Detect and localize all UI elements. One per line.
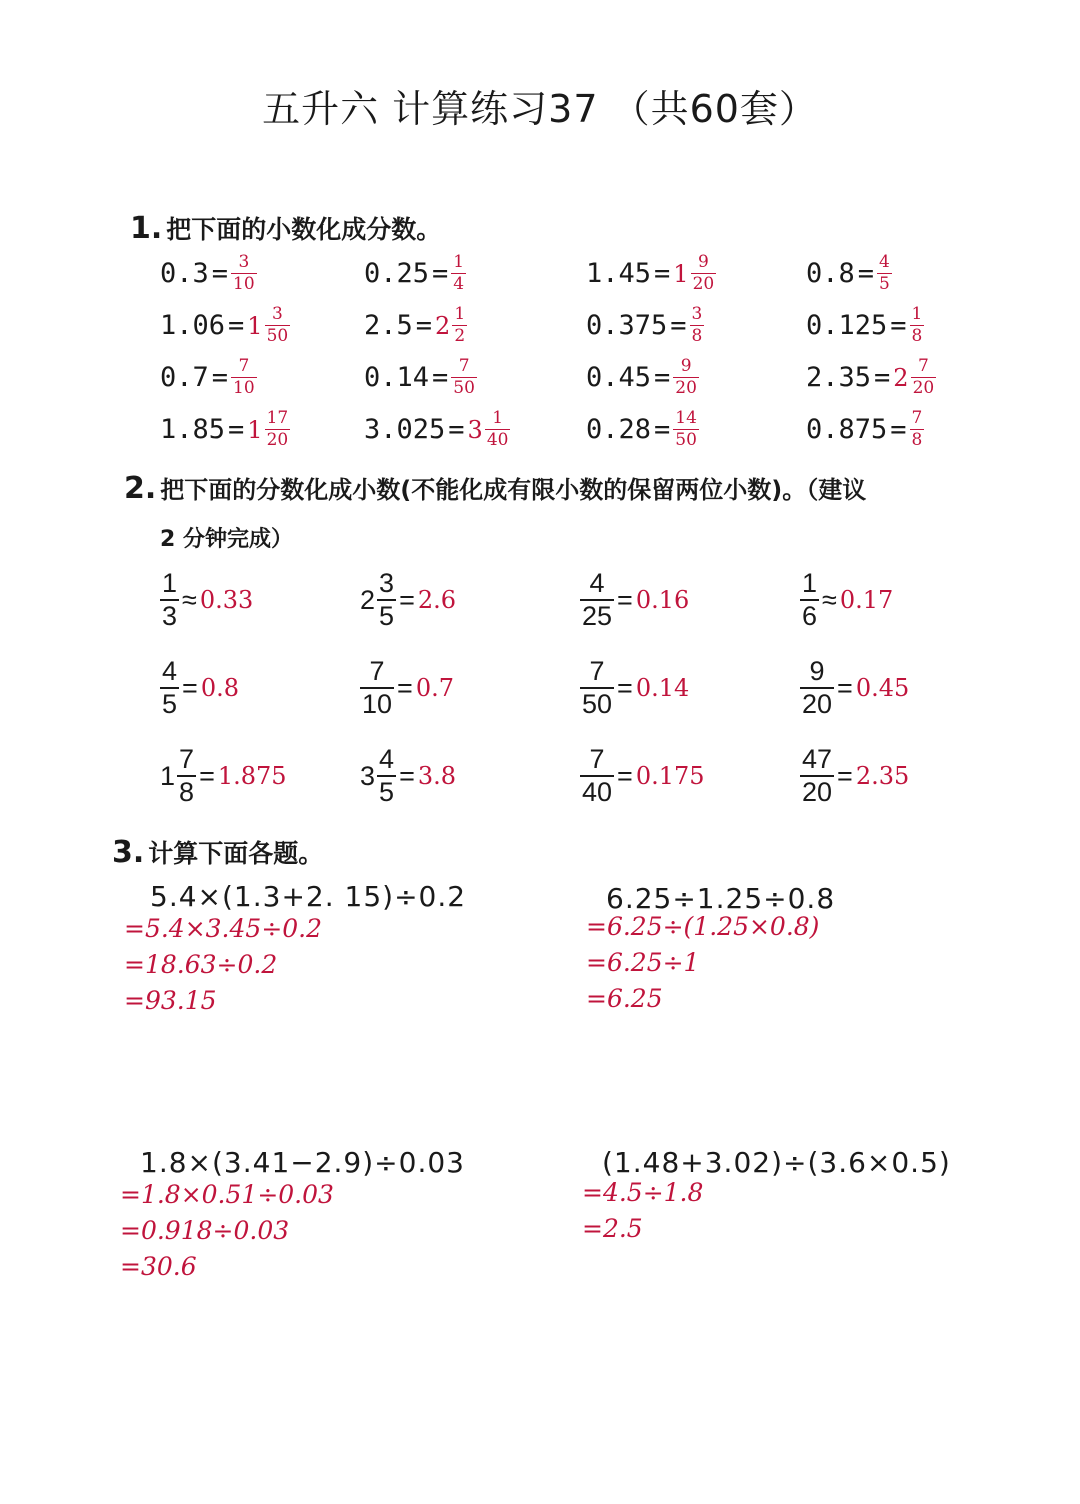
- fraction: [231, 254, 257, 293]
- numerator: 7: [917, 356, 929, 376]
- numerator: 7: [238, 356, 250, 376]
- equals-sign: =: [890, 310, 907, 341]
- question-value: 0.3: [160, 258, 209, 289]
- numerator: 1: [453, 252, 465, 272]
- question-value: 0.375: [586, 310, 668, 341]
- denominator: 50: [675, 430, 697, 450]
- equals-sign: =: [228, 310, 245, 341]
- decimal-to-fraction-item: [806, 254, 892, 293]
- numerator: 47: [802, 744, 833, 774]
- numerator: 3: [238, 252, 250, 272]
- denominator: 10: [362, 689, 393, 719]
- section-3-number: 3.: [112, 835, 145, 870]
- equals-sign: =: [432, 362, 449, 393]
- numerator: 1: [802, 568, 818, 598]
- fraction-to-decimal-item: [580, 570, 689, 630]
- answer-decimal: 0.33: [199, 586, 254, 614]
- solution-step: =6.25÷1: [586, 948, 700, 977]
- decimal-to-fraction-item: [160, 306, 290, 345]
- numerator: 4: [589, 568, 605, 598]
- section-2-heading: [124, 470, 866, 506]
- answer-fraction: [247, 410, 290, 449]
- fraction: [800, 658, 834, 718]
- equals-sign: =: [654, 414, 671, 445]
- equals-sign: =: [857, 258, 875, 289]
- problem-expression: 6.25÷1.25÷0.8: [606, 882, 836, 915]
- numerator: 9: [809, 656, 825, 686]
- answer-fraction: [673, 254, 716, 293]
- page-title: 五升六 计算练习37 （共60套）: [262, 87, 818, 131]
- answer-fraction: [435, 306, 467, 345]
- question-value: 0.8: [806, 258, 855, 289]
- answer-decimal: 0.16: [635, 586, 690, 614]
- denominator: 8: [179, 777, 195, 807]
- denominator: 50: [266, 326, 289, 346]
- section-3-title: 计算下面各题。: [148, 839, 324, 868]
- answer-decimal: 0.14: [635, 674, 690, 702]
- fraction: [690, 306, 705, 345]
- answer-whole: 2: [435, 311, 451, 340]
- denominator: 3: [162, 601, 178, 631]
- numerator: 3: [379, 568, 395, 598]
- denominator: 50: [582, 689, 613, 719]
- question-value: 0.14: [364, 362, 430, 393]
- denominator: 50: [453, 378, 475, 398]
- solution-step: =5.4×3.45÷0.2: [124, 914, 323, 943]
- question-value: 1.45: [586, 258, 652, 289]
- numerator: 7: [369, 656, 385, 686]
- problem-expression: 1.8×(3.41−2.9)÷0.03: [140, 1146, 465, 1179]
- relation-sign: =: [837, 672, 853, 703]
- solution-step: =2.5: [582, 1214, 643, 1243]
- answer-fraction: [451, 254, 466, 293]
- fraction: [877, 254, 892, 293]
- question-value: 2.35: [806, 362, 872, 393]
- relation-sign: =: [617, 760, 633, 791]
- answer-decimal: 0.45: [855, 674, 910, 702]
- section-2-number: 2.: [124, 471, 157, 506]
- denominator: 40: [486, 430, 509, 450]
- relation-sign: =: [617, 584, 633, 615]
- question-whole: 2: [360, 584, 376, 615]
- fraction: [160, 570, 179, 630]
- question-value: 0.875: [806, 414, 888, 445]
- answer-decimal: 2.35: [855, 762, 910, 790]
- answer-decimal: 3.8: [417, 762, 457, 790]
- numerator: 7: [458, 356, 470, 376]
- answer-decimal: 1.875: [217, 762, 287, 790]
- numerator: 14: [675, 408, 697, 428]
- denominator: 5: [379, 777, 395, 807]
- fraction: [177, 746, 196, 806]
- answer-fraction: [451, 358, 477, 397]
- fraction: [673, 358, 699, 397]
- solution-step: =6.25: [586, 984, 663, 1013]
- solution-step: =1.8×0.51÷0.03: [120, 1180, 334, 1209]
- answer-fraction: [673, 410, 699, 449]
- equals-sign: =: [874, 362, 891, 393]
- relation-sign: ≈: [822, 584, 837, 615]
- fraction: [265, 306, 291, 345]
- denominator: 5: [162, 689, 178, 719]
- answer-decimal: 0.7: [415, 674, 454, 702]
- fraction: [580, 570, 614, 630]
- fraction: [452, 306, 467, 345]
- fraction-to-decimal-item: [580, 746, 705, 806]
- answer-decimal: 0.17: [839, 586, 894, 614]
- denominator: 10: [233, 274, 255, 294]
- fraction-to-decimal-item: [580, 658, 689, 718]
- denominator: 20: [675, 378, 697, 398]
- answer-decimal: 2.6: [417, 586, 457, 614]
- relation-sign: ≈: [182, 584, 197, 615]
- solution-step: =93.15: [124, 986, 217, 1015]
- decimal-to-fraction-item: [364, 358, 477, 397]
- answer-fraction: [893, 358, 936, 397]
- section-3-heading: [112, 834, 323, 870]
- fraction: [910, 410, 925, 449]
- answer-fraction: [910, 410, 925, 449]
- numerator: 4: [879, 252, 890, 272]
- relation-sign: =: [399, 760, 415, 791]
- decimal-to-fraction-item: [806, 358, 936, 397]
- fraction: [360, 658, 394, 718]
- fraction-to-decimal-item: [360, 746, 456, 806]
- question-value: 0.25: [364, 258, 430, 289]
- fraction-to-decimal-item: [160, 570, 253, 630]
- relation-sign: =: [397, 672, 413, 703]
- answer-decimal: 0.8: [200, 674, 239, 702]
- section-2-title: 把下面的分数化成小数(不能化成有限小数的保留两位小数)。（建议: [160, 476, 867, 504]
- answer-fraction: [910, 306, 925, 345]
- decimal-to-fraction-item: [586, 358, 699, 397]
- fraction: [911, 358, 937, 397]
- numerator: 1: [162, 568, 178, 598]
- numerator: 4: [379, 744, 395, 774]
- decimal-to-fraction-item: [364, 254, 466, 293]
- equals-sign: =: [432, 258, 449, 289]
- denominator: 20: [692, 274, 715, 294]
- answer-whole: 2: [893, 363, 909, 392]
- denominator: 20: [802, 689, 833, 719]
- denominator: 25: [582, 601, 613, 631]
- fraction: [910, 306, 925, 345]
- numerator: 3: [271, 304, 283, 324]
- fraction: [485, 410, 511, 449]
- answer-whole: 1: [247, 415, 263, 444]
- fraction-to-decimal-item: [160, 658, 239, 718]
- section-1-number: 1.: [130, 211, 163, 246]
- problem-expression: 5.4×(1.3+2. 15)÷0.2: [150, 880, 467, 913]
- decimal-to-fraction-item: [806, 306, 924, 345]
- numerator: 17: [266, 408, 289, 428]
- numerator: 7: [911, 408, 923, 428]
- equals-sign: =: [654, 258, 671, 289]
- section-1-heading: [130, 210, 441, 246]
- equals-sign: =: [211, 258, 229, 289]
- denominator: 6: [802, 601, 818, 631]
- answer-fraction: [468, 410, 511, 449]
- question-value: 0.7: [160, 362, 209, 393]
- denominator: 40: [582, 777, 613, 807]
- decimal-to-fraction-item: [586, 410, 699, 449]
- fraction: [800, 746, 834, 806]
- denominator: 4: [453, 274, 465, 294]
- numerator: 1: [911, 304, 923, 324]
- equals-sign: =: [448, 414, 465, 445]
- decimal-to-fraction-item: [160, 254, 257, 293]
- relation-sign: =: [199, 760, 215, 791]
- denominator: 8: [691, 326, 703, 346]
- numerator: 7: [589, 744, 605, 774]
- relation-sign: =: [617, 672, 633, 703]
- numerator: 9: [680, 356, 692, 376]
- answer-fraction: [877, 254, 892, 293]
- answer-fraction: [231, 254, 257, 293]
- solution-step: =18.63÷0.2: [124, 950, 278, 979]
- fraction-to-decimal-item: [360, 658, 454, 718]
- question-whole: 3: [360, 760, 376, 791]
- question-value: 0.125: [806, 310, 888, 341]
- question-value: 1.85: [160, 414, 226, 445]
- fraction: [265, 410, 291, 449]
- solution-step: =30.6: [120, 1252, 197, 1281]
- fraction: [377, 570, 396, 630]
- answer-whole: 3: [467, 415, 483, 444]
- fraction-to-decimal-item: [800, 570, 893, 630]
- decimal-to-fraction-item: [364, 306, 467, 345]
- equals-sign: =: [211, 362, 229, 393]
- equals-sign: =: [654, 362, 671, 393]
- fraction-to-decimal-item: [360, 570, 456, 630]
- denominator: 10: [233, 378, 255, 398]
- fraction: [800, 570, 819, 630]
- numerator: 9: [697, 252, 709, 272]
- relation-sign: =: [399, 584, 415, 615]
- relation-sign: =: [182, 672, 198, 703]
- question-value: 3.025: [364, 414, 446, 445]
- denominator: 8: [911, 326, 923, 346]
- fraction: [580, 658, 614, 718]
- numerator: 3: [691, 304, 703, 324]
- problem-expression: (1.48+3.02)÷(3.6×0.5): [602, 1146, 951, 1179]
- decimal-to-fraction-item: [806, 410, 924, 449]
- denominator: 20: [802, 777, 833, 807]
- equals-sign: =: [890, 414, 907, 445]
- fraction: [691, 254, 717, 293]
- decimal-to-fraction-item: [586, 254, 716, 293]
- fraction-to-decimal-item: [800, 746, 909, 806]
- decimal-to-fraction-item: [160, 358, 257, 397]
- numerator: 1: [492, 408, 504, 428]
- fraction: [451, 358, 477, 397]
- answer-fraction: [673, 358, 699, 397]
- denominator: 20: [912, 378, 935, 398]
- fraction: [580, 746, 614, 806]
- question-value: 0.45: [586, 362, 652, 393]
- answer-whole: 1: [247, 311, 263, 340]
- fraction: [377, 746, 396, 806]
- decimal-to-fraction-item: [160, 410, 290, 449]
- section-1-title: 把下面的小数化成分数。: [166, 215, 442, 244]
- question-value: 2.5: [364, 310, 413, 341]
- fraction-to-decimal-item: [160, 746, 287, 806]
- solution-step: =6.25÷(1.25×0.8): [586, 912, 820, 941]
- numerator: 7: [179, 744, 195, 774]
- denominator: 5: [879, 274, 890, 294]
- fraction: [673, 410, 699, 449]
- denominator: 20: [266, 430, 289, 450]
- question-whole: 1: [160, 760, 176, 791]
- answer-fraction: [690, 306, 705, 345]
- numerator: 4: [162, 656, 178, 686]
- fraction: [451, 254, 466, 293]
- fraction-to-decimal-item: [800, 658, 909, 718]
- answer-decimal: 0.175: [635, 762, 705, 790]
- question-value: 1.06: [160, 310, 226, 341]
- fraction: [160, 658, 179, 718]
- section-2-heading-cont: 2 分钟完成）: [160, 527, 293, 552]
- equals-sign: =: [670, 310, 687, 341]
- solution-step: =4.5÷1.8: [582, 1178, 704, 1207]
- equals-sign: =: [415, 310, 433, 341]
- equals-sign: =: [228, 414, 245, 445]
- question-value: 0.28: [586, 414, 652, 445]
- answer-fraction: [231, 358, 257, 397]
- decimal-to-fraction-item: [586, 306, 704, 345]
- numerator: 7: [589, 656, 605, 686]
- decimal-to-fraction-item: [364, 410, 510, 449]
- fraction: [231, 358, 257, 397]
- denominator: 5: [379, 601, 395, 631]
- numerator: 1: [454, 304, 466, 324]
- answer-whole: 1: [673, 259, 689, 288]
- denominator: 8: [911, 430, 923, 450]
- answer-fraction: [247, 306, 290, 345]
- denominator: 2: [454, 326, 466, 346]
- solution-step: =0.918÷0.03: [120, 1216, 290, 1245]
- relation-sign: =: [837, 760, 853, 791]
